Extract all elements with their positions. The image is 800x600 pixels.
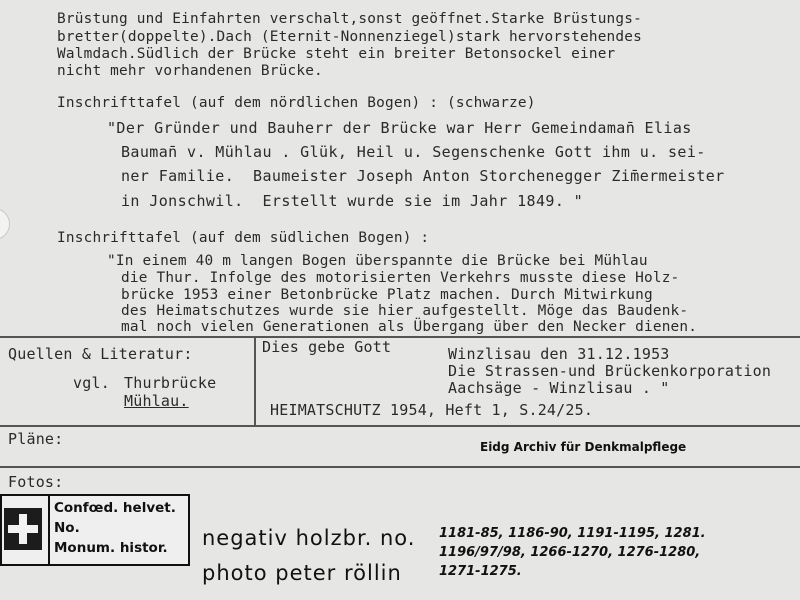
citation: HEIMATSCHUTZ 1954, Heft 1, S.24/25.	[270, 401, 594, 419]
negativ-numbers: 1271-1275.	[439, 564, 522, 579]
stamp-line: Confœd. helvet.	[54, 500, 176, 516]
inscription-south-line: brücke 1953 einer Betonbrücke Platz machen. Durch Mitwirkung	[121, 287, 653, 303]
inscription-south-line: "In einem 40 m langen Bogen überspannte die Brücke bei Mühlau	[107, 253, 648, 269]
divider	[254, 336, 256, 426]
sources-ref-prefix: vgl.	[73, 374, 110, 392]
intro-line: Walmdach.Südlich der Brücke steht ein breiter Betonsockel einer	[57, 46, 616, 62]
inscription-south-heading: Inschrifttafel (auf dem südlichen Bogen) :	[57, 230, 430, 246]
stamp-line: No.	[54, 520, 80, 536]
divider	[0, 336, 800, 338]
inscription-south-line: mal noch vielen Generationen als Übergang über den Necker dienen.	[121, 319, 698, 335]
inscription-north-line: ner Familie. Baumeister Joseph Anton Storchenegger Zim̄ermeister	[121, 167, 725, 185]
fotos-label: Fotos:	[8, 473, 64, 491]
inscription-south-line: die Thur. Infolge des motorisierten Verkehrs musste diese Holz-	[121, 270, 680, 286]
photo-credit: photo peter röllin	[202, 561, 402, 585]
sources-ref: Mühlau.	[124, 392, 189, 410]
intro-line: nicht mehr vorhandenen Brücke.	[57, 63, 323, 79]
sources-label: Quellen & Literatur:	[8, 345, 193, 363]
inscription-end-right: Die Strassen-und Brückenkorporation	[448, 362, 772, 380]
inscription-north-heading: Inschrifttafel (auf dem nördlichen Bogen) : (schwarze)	[57, 95, 536, 111]
divider	[0, 466, 800, 468]
inscription-north-line: Bauman̄ v. Mühlau . Glük, Heil u. Segenschenke Gott ihm u. sei-	[121, 143, 706, 161]
monument-stamp	[0, 494, 190, 566]
negativ-numbers: 1196/97/98, 1266-1270, 1276-1280,	[439, 545, 701, 560]
negativ-numbers: 1181-85, 1186-90, 1191-1195, 1281.	[439, 526, 706, 541]
divider	[0, 425, 800, 427]
inscription-end-right: Aachsäge - Winzlisau . "	[448, 379, 670, 397]
stamp-line: Monum. histor.	[54, 540, 168, 556]
inscription-end-right: Winzlisau den 31.12.1953	[448, 345, 670, 363]
inscription-north-line: "Der Gründer und Bauherr der Brücke war Herr Gemeindaman̄ Elias	[107, 119, 692, 137]
inscription-end-left: Dies gebe Gott	[262, 338, 392, 356]
inscription-north-line: in Jonschwil. Erstellt wurde sie im Jahr 1849. "	[121, 192, 584, 210]
negativ-label: negativ holzbr. no.	[202, 526, 416, 550]
archiv-stamp: Eidg Archiv für Denkmalpflege	[480, 440, 687, 454]
stamp-divider	[48, 496, 50, 564]
inscription-south-line: des Heimatschutzes wurde sie hier aufgestellt. Möge das Baudenk-	[121, 303, 689, 319]
plaene-label: Pläne:	[8, 430, 64, 448]
intro-line: Brüstung und Einfahrten verschalt,sonst geöffnet.Starke Brüstungs-	[57, 11, 643, 27]
punch-hole	[0, 208, 10, 240]
swiss-cross-icon	[4, 508, 42, 550]
intro-line: bretter(doppelte).Dach (Eternit-Nonnenziegel)stark hervorstehendes	[57, 29, 643, 45]
sources-ref: Thurbrücke	[124, 374, 217, 392]
